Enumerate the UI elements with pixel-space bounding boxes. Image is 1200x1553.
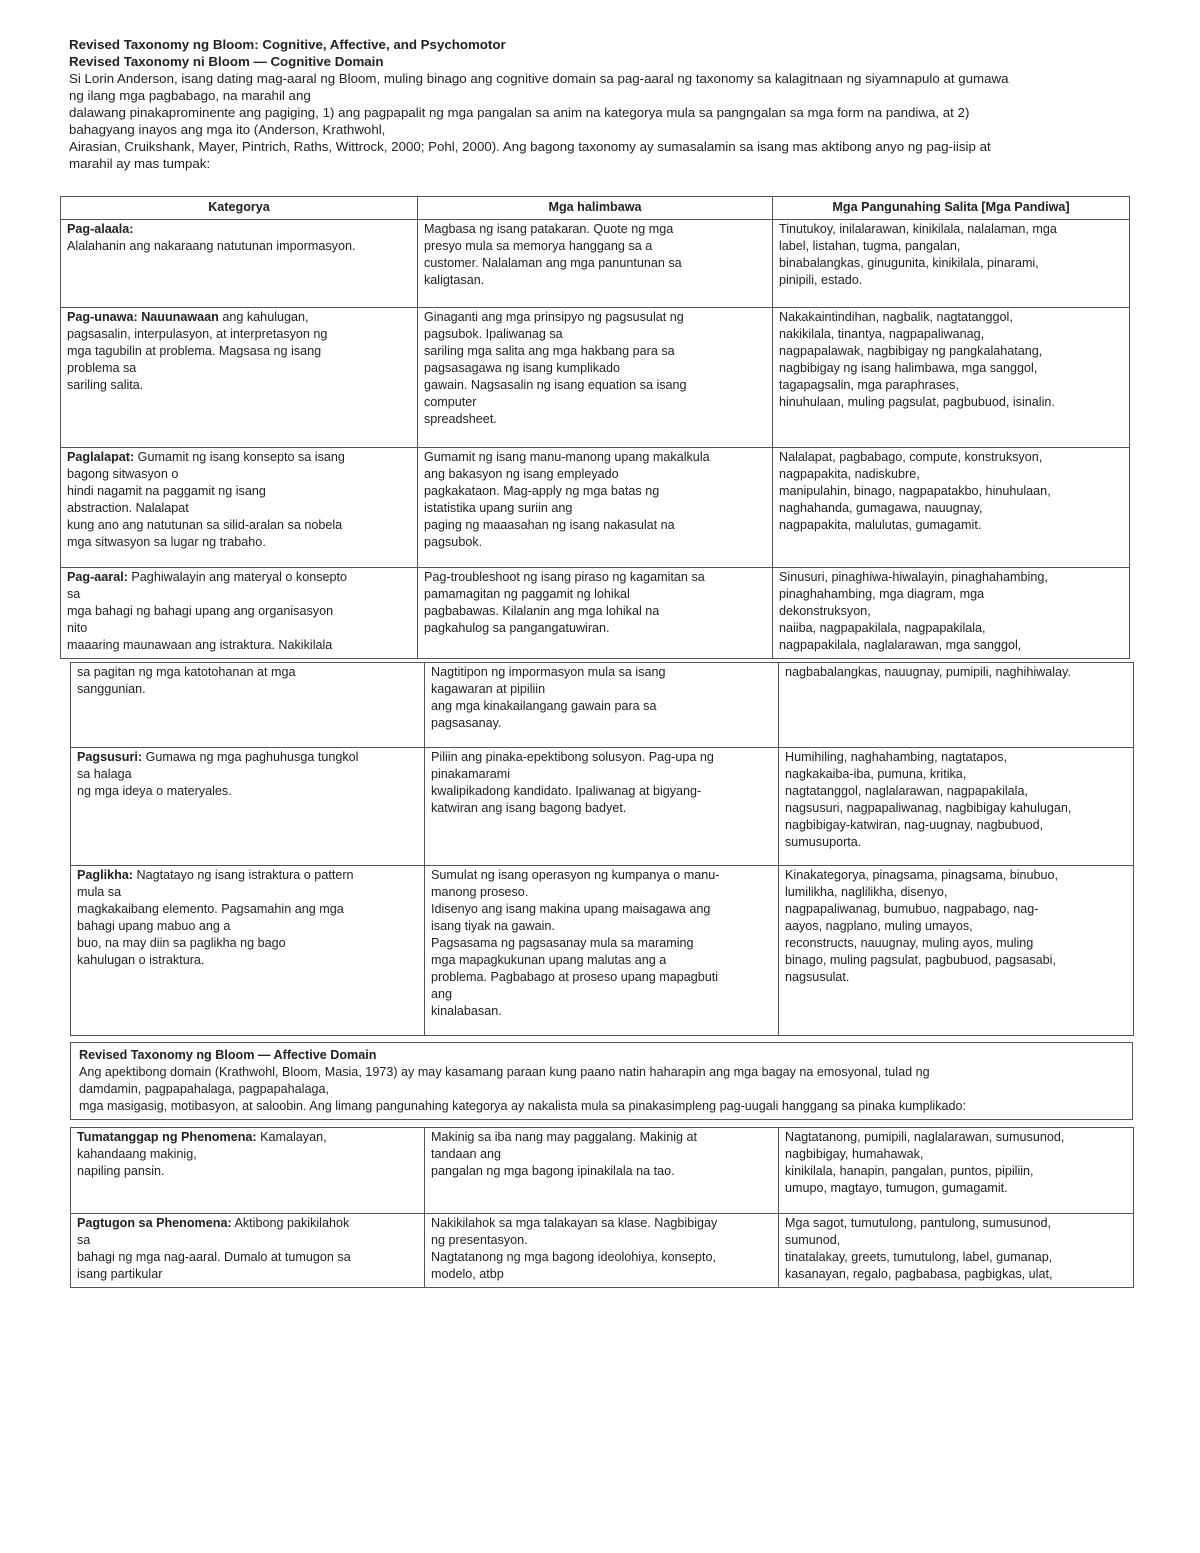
keyword-line: Nagtatanong, pumipili, naglalarawan, sumusunod,: [785, 1130, 1065, 1144]
category-desc-line: kahandaang makinig,: [77, 1147, 197, 1161]
category-desc-line: bagong sitwasyon o: [67, 467, 179, 481]
example-line: sariling mga salita ang mga hakbang para sa: [424, 344, 675, 358]
example-line: ang: [431, 987, 453, 1001]
example-line: Idisenyo ang isang makina upang maisagawa ang: [431, 902, 711, 916]
keyword-line: sumusuporta.: [785, 835, 862, 849]
affective-intro-line: damdamin, pagpapahalaga, pagpapahalaga,: [79, 1082, 329, 1096]
example-line: modelo, atbp: [431, 1267, 504, 1281]
example-line: problema. Pagbabago at proseso upang mapagbuti: [431, 970, 719, 984]
example-line: pinakamarami: [431, 767, 511, 781]
keyword-line: Tinutukoy, inilalarawan, kinikilala, nalalaman, mga: [779, 222, 1057, 236]
example-line: pagsasagawa ng isang kumplikado: [424, 361, 621, 375]
category-desc-line: bahagi ng mga nag-aaral. Dumalo at tumugon sa: [77, 1250, 351, 1264]
keyword-line: Nalalapat, pagbabago, compute, konstruksyon,: [779, 450, 1043, 464]
category-desc-line: bahagi upang mabuo ang a: [77, 919, 231, 933]
category-label: Paglikha:: [77, 868, 133, 882]
category-desc-line: kahulugan o istraktura.: [77, 953, 205, 967]
category-cell: [71, 866, 425, 1036]
category-desc-first: Paghiwalayin ang materyal o konsepto: [127, 570, 348, 584]
example-line: Piliin ang pinaka-epektibong solusyon. Pag-upa ng: [431, 750, 714, 764]
example-line: kaligtasan.: [424, 273, 485, 287]
affective-intro-row: [71, 1043, 1133, 1120]
category-desc-first: Gumawa ng mga paghuhusga tungkol: [142, 750, 359, 764]
example-line: pagkakataon. Mag-apply ng mga batas ng: [424, 484, 660, 498]
example-line: spreadsheet.: [424, 412, 497, 426]
keyword-line: pinaghahambing, mga diagram, mga: [779, 587, 985, 601]
category-desc-line: sa pagitan ng mga katotohanan at mga: [77, 665, 296, 679]
example-line: pamamagitan ng paggamit ng lohikal: [424, 587, 630, 601]
examples-cell: [425, 1214, 779, 1288]
keywords-cell: [779, 1128, 1134, 1214]
intro-paragraph: [69, 70, 1144, 172]
category-cell: [61, 448, 418, 568]
example-line: kinalabasan.: [431, 1004, 502, 1018]
category-desc-line: abstraction. Nalalapat: [67, 501, 189, 515]
table-row: [71, 866, 1134, 1036]
example-line: isang tiyak na gawain.: [431, 919, 555, 933]
keyword-line: pinipili, estado.: [779, 273, 863, 287]
column-header-keywords: Mga Pangunahing Salita [Mga Pandiwa]: [773, 197, 1130, 220]
examples-cell: [418, 568, 773, 659]
keyword-line: nagbibigay ng isang halimbawa, mga sanggol,: [779, 361, 1038, 375]
table-header-row: [61, 197, 1130, 220]
table-row: [71, 1128, 1134, 1214]
keyword-line: nagbabalangkas, nauugnay, pumipili, naghihiwalay.: [785, 665, 1071, 679]
example-line: ang mga kinakailangang gawain para sa: [431, 699, 657, 713]
intro-line: dalawang pinakaprominente ang pagiging, 1) ang pagpapalit ng mga pangalan sa anim na kategorya mula sa pangngalan sa mga form na pandiwa, at 2): [69, 105, 970, 120]
example-line: Magbasa ng isang patakaran. Quote ng mga: [424, 222, 674, 236]
example-line: kwalipikadong kandidato. Ipaliwanag at bigyang-: [431, 784, 702, 798]
example-line: mga mapagkukunan upang malutas ang a: [431, 953, 667, 967]
table-row: [71, 748, 1134, 866]
keyword-line: nagpapalawak, nagbibigay ng pangkalahatang,: [779, 344, 1043, 358]
example-line: pagkahulog sa pangangatuwiran.: [424, 621, 610, 635]
example-line: paging ng maaasahan ng isang nakasulat na: [424, 518, 675, 532]
examples-cell: [418, 308, 773, 448]
keywords-cell: [779, 748, 1134, 866]
column-header-category: Kategorya: [61, 197, 418, 220]
example-line: pagsubok. Ipaliwanag sa: [424, 327, 563, 341]
examples-cell: [418, 220, 773, 308]
table-row: [61, 308, 1130, 448]
cognitive-table-part2: [70, 662, 1134, 1036]
intro-line: Si Lorin Anderson, isang dating mag-aaral ng Bloom, muling binago ang cognitive domain sa pag-aaral ng taxonomy sa kalagitnaan ng siyamnapulo at gumawa: [69, 71, 1009, 86]
keyword-line: tagapagsalin, mga paraphrases,: [779, 378, 959, 392]
category-desc-first: ang kahulugan,: [218, 310, 309, 324]
example-line: Pag-troubleshoot ng isang piraso ng kagamitan sa: [424, 570, 705, 584]
example-line: pagbabawas. Kilalanin ang mga lohikal na: [424, 604, 660, 618]
examples-cell: [425, 748, 779, 866]
example-line: gawain. Nagsasalin ng isang equation sa isang: [424, 378, 687, 392]
category-label: Pag-unawa:: [67, 310, 138, 324]
category-desc-line: pagsasalin, interpulasyon, at interpretasyon ng: [67, 327, 328, 341]
category-desc-line: nito: [67, 621, 88, 635]
keywords-cell: [779, 866, 1134, 1036]
column-header-examples: Mga halimbawa: [418, 197, 773, 220]
keyword-line: naiiba, nagpapakilala, nagpapakilala,: [779, 621, 986, 635]
category-cell: [61, 568, 418, 659]
keywords-cell: [779, 663, 1134, 748]
category-label: Pagsusuri:: [77, 750, 143, 764]
category-desc-line: hindi nagamit na paggamit ng isang: [67, 484, 266, 498]
keyword-line: nagpapaliwanag, bumubuo, nagpabago, nag-: [785, 902, 1039, 916]
cognitive-domain-title: Revised Taxonomy ni Bloom — Cognitive Domain: [69, 54, 384, 69]
category-desc-first: Kamalayan,: [256, 1130, 327, 1144]
example-line: Nagtatanong ng mga bagong ideolohiya, konsepto,: [431, 1250, 716, 1264]
table-row: [61, 568, 1130, 659]
category-desc-first: Aktibong pakikilahok: [231, 1216, 350, 1230]
keyword-line: nagpapakilala, naglalarawan, mga sanggol,: [779, 638, 1022, 652]
category-desc-line: mga bahagi ng bahagi upang ang organisasyon: [67, 604, 334, 618]
keyword-line: kinikilala, hanapin, pangalan, puntos, pipiliin,: [785, 1164, 1034, 1178]
keyword-line: nagpapakita, nadiskubre,: [779, 467, 920, 481]
keyword-line: umupo, magtayo, tumugon, gumagamit.: [785, 1181, 1008, 1195]
example-line: ang bakasyon ng isang empleyado: [424, 467, 619, 481]
category-desc-line: kung ano ang natutunan sa silid-aralan sa nobela: [67, 518, 343, 532]
example-line: presyo mula sa memorya hanggang sa a: [424, 239, 653, 253]
keyword-line: tinatalakay, greets, tumutulong, label, gumanap,: [785, 1250, 1053, 1264]
category-desc-first: Gumamit ng isang konsepto sa isang: [134, 450, 345, 464]
table-row: [61, 448, 1130, 568]
examples-cell: [425, 866, 779, 1036]
category-desc-line: sa: [67, 587, 81, 601]
example-line: tandaan ang: [431, 1147, 502, 1161]
example-line: pagsasanay.: [431, 716, 502, 730]
keyword-line: nagsusulat.: [785, 970, 850, 984]
keyword-line: naghahanda, gumagawa, nauugnay,: [779, 501, 983, 515]
category-label: Paglalapat:: [67, 450, 135, 464]
keyword-line: nagbibigay, humahawak,: [785, 1147, 924, 1161]
keyword-line: Mga sagot, tumutulong, pantulong, sumusunod,: [785, 1216, 1052, 1230]
category-desc-line: maaaring maunawaan ang istraktura. Nakikilala: [67, 638, 333, 652]
keywords-cell: [779, 1214, 1134, 1288]
keyword-line: binabalangkas, ginugunita, kinikilala, pinarami,: [779, 256, 1039, 270]
example-line: Nagtitipon ng impormasyon mula sa isang: [431, 665, 666, 679]
category-label-rest: Nauunawaan: [141, 310, 219, 324]
examples-cell: [418, 448, 773, 568]
examples-cell: [425, 663, 779, 748]
table-row: [61, 220, 1130, 308]
keyword-line: sumunod,: [785, 1233, 841, 1247]
keyword-line: hinuhulaan, muling pagsulat, pagbubuod, isinalin.: [779, 395, 1055, 409]
category-label: Pag-aaral:: [67, 570, 128, 584]
example-line: pagsubok.: [424, 535, 483, 549]
category-desc-line: Alalahanin ang nakaraang natutunan impormasyon.: [67, 239, 356, 253]
category-desc-line: problema sa: [67, 361, 137, 375]
category-cell: [71, 1214, 425, 1288]
keyword-line: nagsusuri, nagpapaliwanag, nagbibigay kahulugan,: [785, 801, 1072, 815]
category-label: Tumatanggap ng Phenomena:: [77, 1130, 257, 1144]
example-line: ng presentasyon.: [431, 1233, 528, 1247]
category-desc-first: Nagtatayo ng isang istraktura o pattern: [133, 868, 354, 882]
example-line: katwiran ang isang bagong badyet.: [431, 801, 627, 815]
intro-line: bahagyang inayos ang mga ito (Anderson, Krathwohl,: [69, 122, 386, 137]
category-desc-line: ng mga ideya o materyales.: [77, 784, 232, 798]
keyword-line: binago, muling pagsulat, pagbubuod, pagsasabi,: [785, 953, 1056, 967]
example-line: kagawaran at pipiliin: [431, 682, 546, 696]
keyword-line: Kinakategorya, pinagsama, pinagsama, binubuo,: [785, 868, 1059, 882]
keyword-line: Sinusuri, pinaghiwa-hiwalayin, pinaghahambing,: [779, 570, 1048, 584]
affective-intro-cell: [71, 1043, 1133, 1120]
intro-line: marahil ay mas tumpak:: [69, 156, 211, 171]
category-desc-line: mula sa: [77, 885, 122, 899]
table-row: [71, 663, 1134, 748]
keywords-cell: [773, 448, 1130, 568]
category-desc-line: sariling salita.: [67, 378, 144, 392]
category-cell: [71, 663, 425, 748]
category-desc-line: sanggunian.: [77, 682, 146, 696]
keyword-line: nagbibigay-katwiran, nag-uugnay, nagbubuod,: [785, 818, 1044, 832]
keywords-cell: [773, 220, 1130, 308]
affective-table: [70, 1127, 1134, 1288]
category-desc-line: magkakaibang elemento. Pagsamahin ang mga: [77, 902, 344, 916]
example-line: Ginaganti ang mga prinsipyo ng pagsusulat ng: [424, 310, 684, 324]
keyword-line: nagpapakita, malulutas, gumagamit.: [779, 518, 982, 532]
intro-line: Airasian, Cruikshank, Mayer, Pintrich, Raths, Wittrock, 2000; Pohl, 2000). Ang bagong taxonomy ay sumasalamin sa isang mas aktibong anyo ng pag-iisip at: [69, 139, 991, 154]
example-line: Nakikilahok sa mga talakayan sa klase. Nagbibigay: [431, 1216, 718, 1230]
category-desc-line: sa halaga: [77, 767, 132, 781]
intro-line: ng ilang mga pagbabago, na marahil ang: [69, 88, 311, 103]
examples-cell: [425, 1128, 779, 1214]
category-cell: [61, 308, 418, 448]
table-row: [71, 1214, 1134, 1288]
document-header: [69, 36, 1144, 172]
keyword-line: lumilikha, naglilikha, disenyo,: [785, 885, 948, 899]
keyword-line: label, listahan, tugma, pangalan,: [779, 239, 961, 253]
category-cell: [71, 1128, 425, 1214]
example-line: manong proseso.: [431, 885, 529, 899]
example-line: istatistika upang suriin ang: [424, 501, 573, 515]
affective-intro-line: Ang apektibong domain (Krathwohl, Bloom, Masia, 1973) ay may kasamang paraan kung paano natin haharapin ang mga bagay na emosyonal, tulad ng: [79, 1065, 930, 1079]
category-desc-line: sa: [77, 1233, 91, 1247]
keywords-cell: [773, 308, 1130, 448]
category-desc-line: buo, na may diin sa paglikha ng bago: [77, 936, 286, 950]
keyword-line: manipulahin, binago, nagpapatakbo, hinuhulaan,: [779, 484, 1051, 498]
category-desc-line: napiling pansin.: [77, 1164, 165, 1178]
keyword-line: aayos, nagplano, muling umayos,: [785, 919, 973, 933]
example-line: pangalan ng mga bagong ipinakilala na tao.: [431, 1164, 675, 1178]
cognitive-table-part1: [60, 196, 1130, 659]
category-desc-line: mga tagubilin at problema. Magsasa ng isang: [67, 344, 322, 358]
keyword-line: Humihiling, naghahambing, nagtatapos,: [785, 750, 1007, 764]
example-line: Gumamit ng isang manu-manong upang makalkula: [424, 450, 710, 464]
keyword-line: nakikilala, tinantya, nagpapaliwanag,: [779, 327, 985, 341]
category-desc-line: mga sitwasyon sa lugar ng trabaho.: [67, 535, 266, 549]
category-cell: [71, 748, 425, 866]
keyword-line: kasanayan, regalo, pagbabasa, pagbigkas, ulat,: [785, 1267, 1053, 1281]
keyword-line: nagtatanggol, naglalarawan, nagpapakilala,: [785, 784, 1028, 798]
keywords-cell: [773, 568, 1130, 659]
keyword-line: nagkakaiba-iba, pumuna, kritika,: [785, 767, 967, 781]
category-desc-line: isang partikular: [77, 1267, 163, 1281]
affective-intro-box: [70, 1042, 1133, 1120]
category-label: Pagtugon sa Phenomena:: [77, 1216, 232, 1230]
keyword-line: Nakakaintindihan, nagbalik, nagtatanggol,: [779, 310, 1013, 324]
affective-domain-title: Revised Taxonomy ng Bloom — Affective Domain: [79, 1048, 377, 1062]
example-line: computer: [424, 395, 477, 409]
category-label: Pag-alaala:: [67, 222, 134, 236]
category-cell: [61, 220, 418, 308]
example-line: Makinig sa iba nang may paggalang. Makinig at: [431, 1130, 698, 1144]
example-line: Sumulat ng isang operasyon ng kumpanya o manu-: [431, 868, 720, 882]
document-title: Revised Taxonomy ng Bloom: Cognitive, Affective, and Psychomotor: [69, 37, 506, 52]
affective-intro-line: mga masigasig, motibasyon, at saloobin. Ang limang pangunahing kategorya ay nakalista mula sa pinakasimpleng pag-uugali hanggang sa pinaka kumplikado:: [79, 1099, 967, 1113]
keyword-line: dekonstruksyon,: [779, 604, 871, 618]
example-line: customer. Nalalaman ang mga panuntunan sa: [424, 256, 682, 270]
example-line: Pagsasama ng pagsasanay mula sa maraming: [431, 936, 694, 950]
keyword-line: reconstructs, nauugnay, muling ayos, muling: [785, 936, 1034, 950]
